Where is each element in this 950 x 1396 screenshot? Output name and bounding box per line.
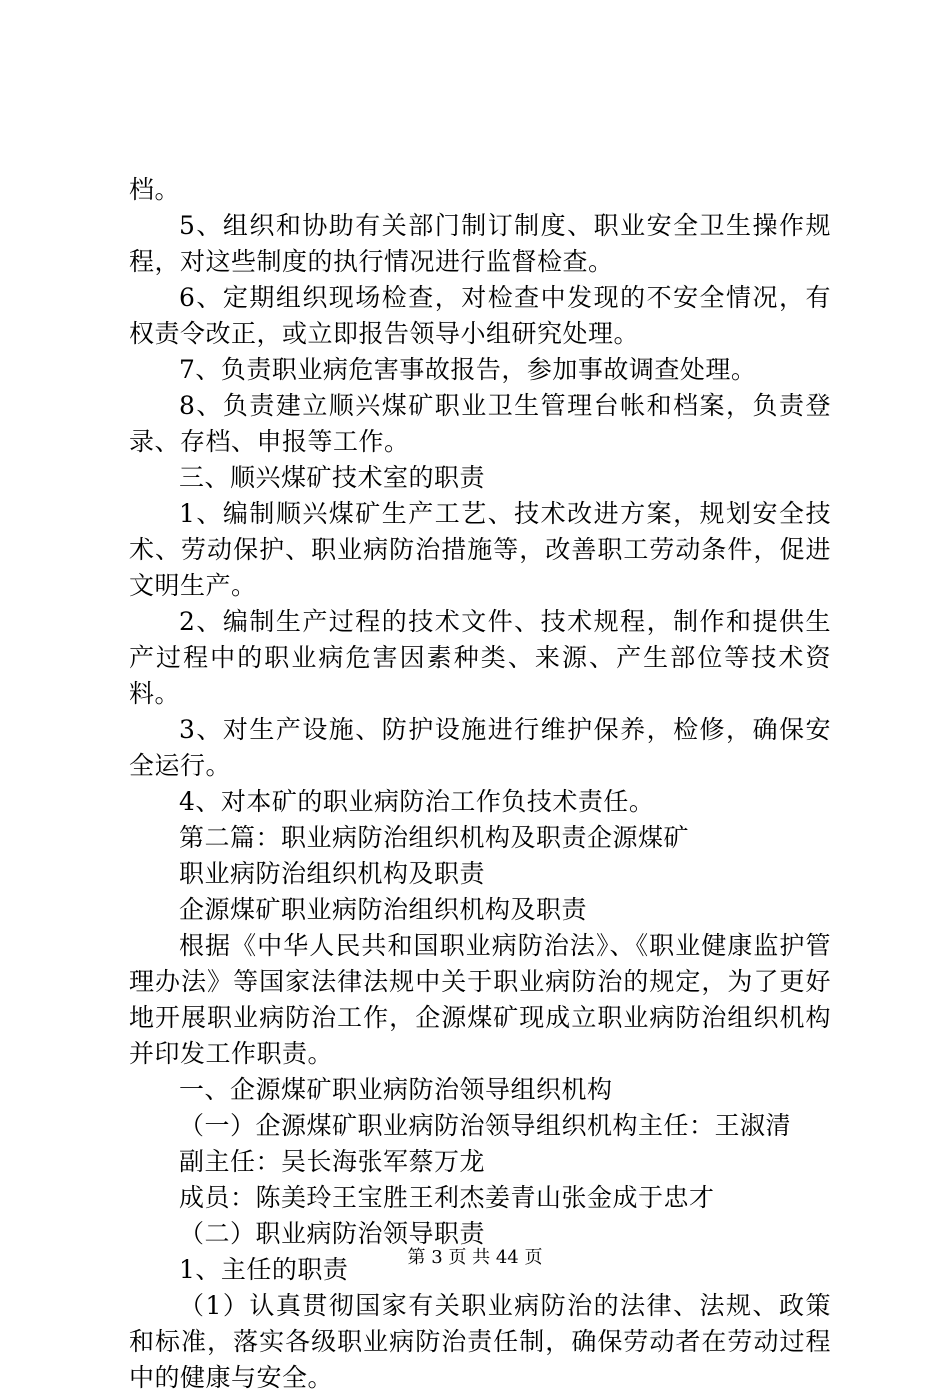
paragraph: 档。 bbox=[129, 175, 181, 204]
subsection-heading: （一）企源煤矿职业病防治领导组织机构主任：王淑清 bbox=[179, 1111, 792, 1140]
document-title: 企源煤矿职业病防治组织机构及职责 bbox=[179, 895, 588, 924]
paragraph: 8、负责建立顺兴煤矿职业卫生管理台帐和档案，负责登录、存档、申报等工作。 bbox=[129, 391, 831, 456]
paragraph: 1、编制顺兴煤矿生产工艺、技术改进方案，规划安全技术、劳动保护、职业病防治措施等，改善职工劳动条件，促进文明生产。 bbox=[129, 499, 831, 600]
page-footer: 第 3 页 共 44 页 bbox=[407, 1247, 543, 1268]
subsection-heading: （二）职业病防治领导职责 bbox=[179, 1219, 486, 1248]
paragraph: （1）认真贯彻国家有关职业病防治的法律、法规、政策和标准，落实各级职业病防治责任制，确保劳动者在劳动过程中的健康与安全。 bbox=[129, 1291, 831, 1392]
paragraph: 5、组织和协助有关部门制订制度、职业安全卫生操作规程，对这些制度的执行情况进行监督检查。 bbox=[129, 211, 831, 276]
section-heading: 一、企源煤矿职业病防治领导组织机构 bbox=[179, 1075, 613, 1104]
paragraph: 6、定期组织现场检查，对检查中发现的不安全情况，有权责令改正，或立即报告领导小组研究处理。 bbox=[129, 283, 831, 348]
paragraph: 根据《中华人民共和国职业病防治法》、《职业健康监护管理办法》等国家法律法规中关于职业病防治的规定，为了更好地开展职业病防治工作，企源煤矿现成立职业病防治组织机构并印发工作职责。 bbox=[129, 931, 831, 1068]
chapter-heading: 第二篇：职业病防治组织机构及职责企源煤矿 bbox=[179, 823, 690, 852]
section-heading: 三、顺兴煤矿技术室的职责 bbox=[179, 463, 486, 492]
chapter-subtitle: 职业病防治组织机构及职责 bbox=[179, 859, 486, 888]
document-body bbox=[129, 172, 831, 1396]
paragraph: 2、编制生产过程的技术文件、技术规程，制作和提供生产过程中的职业病危害因素种类、来源、产生部位等技术资料。 bbox=[129, 607, 831, 708]
member-list-line: 成员：陈美玲王宝胜王利杰姜青山张金成于忠才 bbox=[179, 1183, 715, 1212]
member-list-line: 副主任：吴长海张军蔡万龙 bbox=[179, 1147, 486, 1176]
paragraph: 7、负责职业病危害事故报告，参加事故调查处理。 bbox=[179, 355, 757, 384]
paragraph: 4、对本矿的职业病防治工作负技术责任。 bbox=[179, 787, 655, 816]
item-heading: 1、主任的职责 bbox=[179, 1255, 349, 1284]
paragraph: 3、对生产设施、防护设施进行维护保养，检修，确保安全运行。 bbox=[129, 715, 831, 780]
